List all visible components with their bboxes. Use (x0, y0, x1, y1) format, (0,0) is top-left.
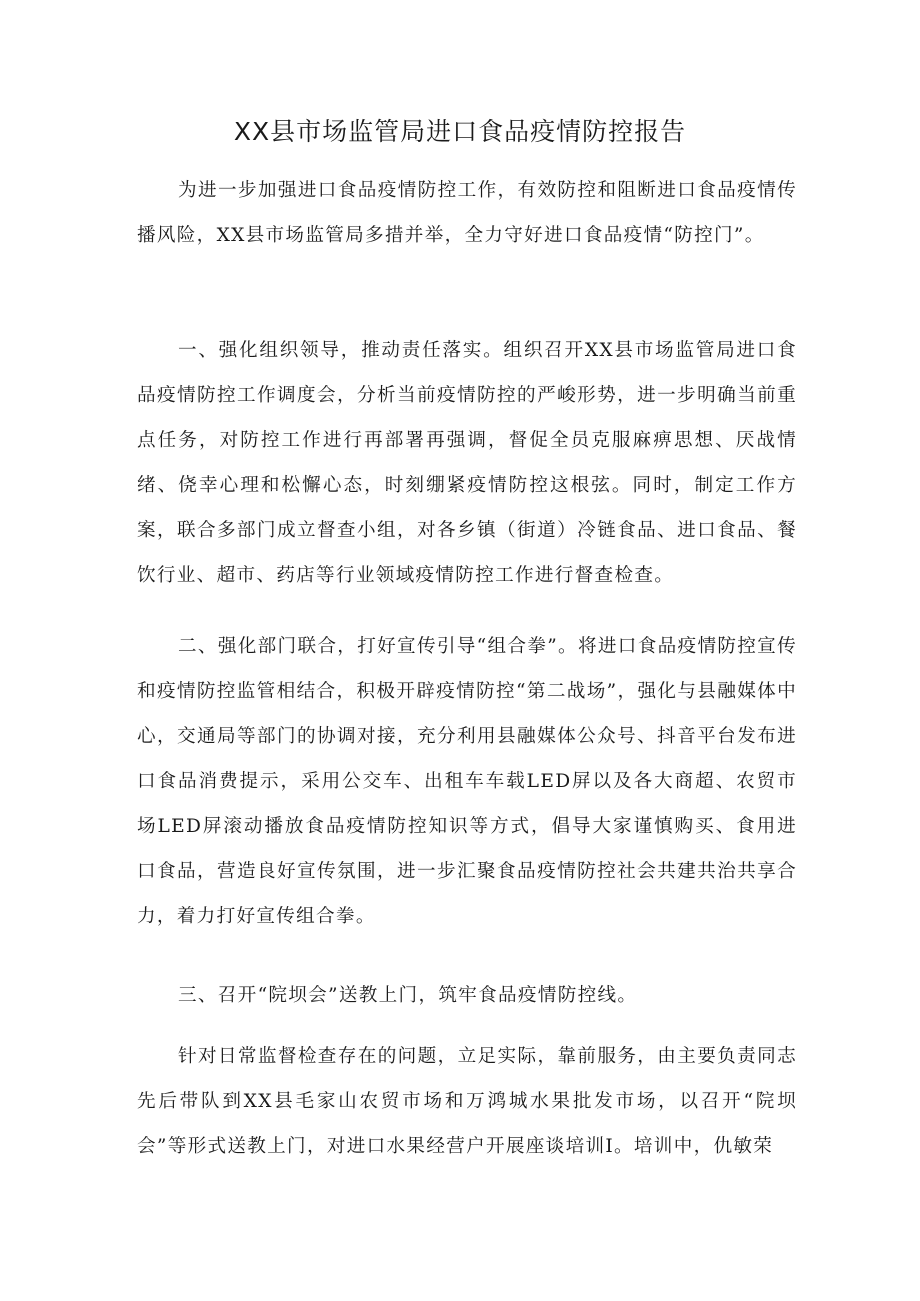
section-three-heading: 三、召开“院坝会”送教上门，筑牢食品疫情防控线。 (178, 985, 638, 1006)
section-two-paragraph: 二、强化部门联合，打好宣传引导“组合拳”。将进口食品疫情防控宣传和疫情防控监管相结合，积极开辟疫情防控“第二战场”，强化与县融媒体中心，交通局等部门的协调对接，充分利用县融媒体公众号、抖音平台发布进口食品消费提示，采用公交车、出租车车载LED屏以及各大商超、农贸市场LED屏滚动播放食品疫情防控知识等方式，倡导大家谨慎购买、食用进口食品，营造良好宣传氛围，进一步汇聚食品疫情防控社会共建共治共享合力，着力打好宣传组合拳。 (137, 636, 797, 927)
section-one-paragraph: 一、强化组织领导，推动责任落实。组织召开XX县市场监管局进口食品疫情防控工作调度会，分析当前疫情防控的严峻形势，进一步明确当前重点任务，对防控工作进行再部署再强调，督促全员克服麻痹思想、厌战情绪、侥幸心理和松懈心态，时刻绷紧疫情防控这根弦。同时，制定工作方案，联合多部门成立督查小组，对各乡镇（街道）冷链食品、进口食品、餐饮行业、超市、药店等行业领域疫情防控工作进行督查检查。 (137, 340, 797, 586)
document-title: XX县市场监管局进口食品疫情防控报告 (233, 117, 687, 146)
intro-paragraph: 为进一步加强进口食品疫情防控工作，有效防控和阻断进口食品疫情传播风险，XX县市场监管局多措并举，全力守好进口食品疫情“防控门”。 (137, 180, 797, 246)
section-three-paragraph: 针对日常监督检查存在的问题，立足实际，靠前服务，由主要负责同志先后带队到XX县毛家山农贸市场和万鸿城水果批发市场，以召开“院坝会”等形式送教上门，对进口水果经营户开展座谈培训I。培训中，仇敏荣 (137, 1046, 797, 1157)
